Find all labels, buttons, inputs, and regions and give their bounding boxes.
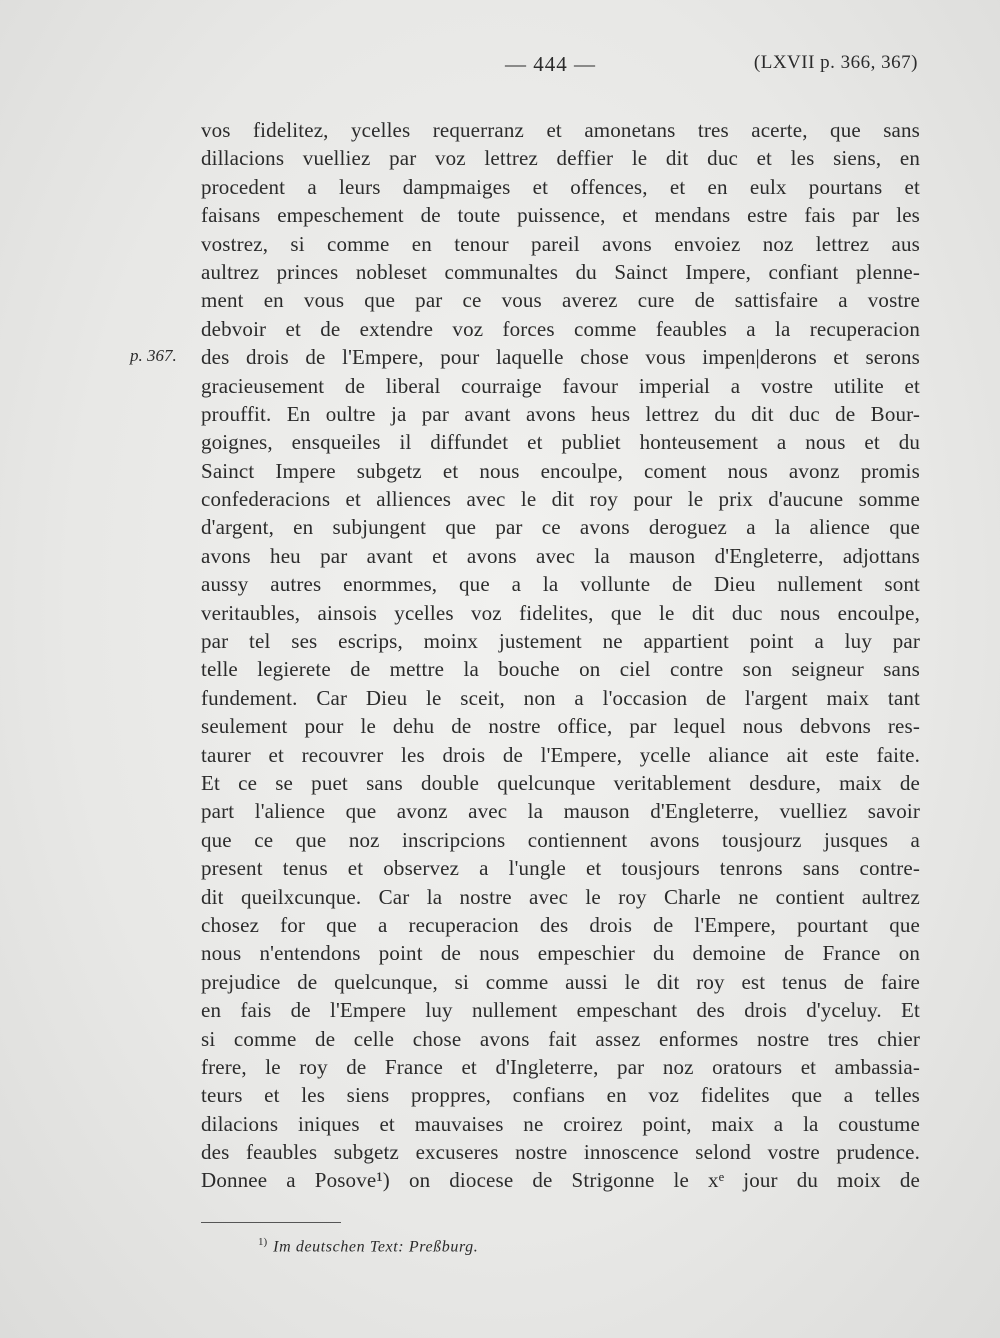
text-line: seulement pour le dehu de nostre office, par lequel nous debvons res-: [201, 714, 920, 739]
text-line: procedent a leurs dampmaiges et offences, et en eulx pourtans et: [201, 174, 920, 199]
text-line: en fais de l'Empere luy nullement empeschant des drois d'yceluy. Et: [201, 998, 920, 1023]
body-text: [201, 116, 920, 1195]
footnote-marker: 1): [258, 1236, 268, 1248]
text-line: si comme de celle chose avons fait assez enformes nostre tres chier: [201, 1026, 920, 1051]
text-line: frere, le roy de France et d'Ingleterre, par noz oratours et ambassia-: [201, 1054, 920, 1079]
text-line: prejudice de quelcunque, si comme aussi le dit roy est tenus de faire: [201, 969, 920, 994]
footnote: [258, 1236, 478, 1256]
text-line: aultrez princes nobleset communaltes du Sainct Impere, confiant plenne-: [201, 259, 920, 284]
footnote-rule: [201, 1222, 341, 1223]
footnote-text: Im deutschen Text: Preßburg.: [273, 1238, 479, 1256]
text-line: part l'alience que avonz avec la mauson d'Engleterre, vuelliez savoir: [201, 799, 920, 824]
text-line: que ce que noz inscripcions contiennent avons tousjourz jusques a: [201, 827, 920, 852]
text-line: Donnee a Posove¹) on diocese de Strigonne le xᵉ jour du moix de: [201, 1168, 920, 1193]
text-line: prouffit. En oultre ja par avant avons heus lettrez du dit duc de Bour-: [201, 401, 920, 426]
text-line: des drois de l'Empere, pour laquelle chose vous impen|derons et serons: [201, 345, 920, 370]
text-line: dillacions vuelliez par voz lettrez deffier le dit duc et les siens, en: [201, 146, 920, 171]
text-line: vos fidelitez, ycelles requerranz et amonetans tres acerte, que sans: [201, 118, 920, 142]
text-line: aussy autres enormmes, que a la vollunte de Dieu nullement sont: [201, 572, 920, 597]
text-line: faisans empeschement de toute puissence, et mendans estre fais par les: [201, 203, 920, 228]
text-line: Et ce se puet sans double quelcunque veritablement desdure, maix de: [201, 770, 920, 795]
text-line: par tel ses escrips, moinx justement ne appartient point a luy par: [201, 629, 920, 654]
text-line: taurer et recouvrer les drois de l'Empere, ycelle aliance ait este faite.: [201, 742, 920, 767]
text-line: present tenus et observez a l'ungle et tousjours tenrons sans contre-: [201, 856, 920, 881]
text-line: avons heu par avant et avons avec la mauson d'Engleterre, adjottans: [201, 543, 920, 568]
text-line: ment en vous que par ce vous averez cure de sattisfaire a vostre: [201, 288, 920, 313]
page-header: [0, 48, 1000, 84]
text-line: vostrez, si comme en tenour pareil avons envoiez noz lettrez aus: [201, 231, 920, 256]
text-line: fundement. Car Dieu le sceit, non a l'occasion de l'argent maix tant: [201, 685, 920, 710]
text-line: Sainct Impere subgetz et nous encoulpe, coment nous avonz promis: [201, 458, 920, 483]
text-line: dit queilxcunque. Car la nostre avec le roy Charle ne contient aultrez: [201, 884, 920, 909]
text-line: chosez for que a recuperacion des drois de l'Empere, pourtant que: [201, 912, 920, 937]
text-line: debvoir et de extendre voz forces comme feaubles a la recuperacion: [201, 316, 920, 341]
margin-page-reference: p. 367.: [130, 346, 177, 365]
text-line: des feaubles subgetz excuseres nostre innoscence selond vostre prudence.: [201, 1140, 920, 1165]
text-line: goignes, ensqueiles il diffundet et publiet honteusement a nous et du: [201, 430, 920, 455]
text-line: nous n'entendons point de nous empeschier du demoine de France on: [201, 941, 920, 966]
text-line: gracieusement de liberal courraige favour imperial a vostre utilite et: [201, 373, 920, 398]
text-line: confederacions et alliences avec le dit roy pour le prix d'aucune somme: [201, 487, 920, 512]
text-line: d'argent, en subjungent que par ce avons deroguez a la alience que: [201, 515, 920, 540]
text-line: telle legierete de mettre la bouche on ciel contre son seigneur sans: [201, 657, 920, 682]
page-number: — 444 —: [505, 52, 596, 76]
text-line: teurs et les siens proppres, confians en voz fidelites que a telles: [201, 1083, 920, 1108]
running-head: (LXVII p. 366, 367): [753, 52, 918, 73]
text-line: veritaubles, ainsois ycelles voz fidelites, que le dit duc nous encoulpe,: [201, 600, 920, 625]
text-line: dilacions iniques et mauvaises ne croirez point, maix a la coustume: [201, 1111, 920, 1136]
